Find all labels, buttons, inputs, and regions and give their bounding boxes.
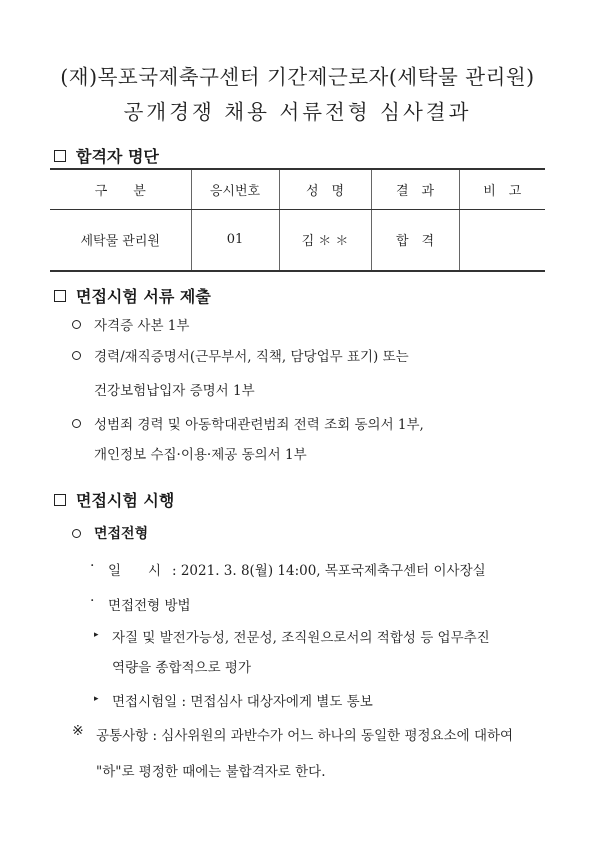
triangle-bullet-icon: ▸ (94, 694, 99, 704)
list-item: 자격증 사본 1부 (94, 318, 190, 334)
cell-category: 세탁물 관리원 (50, 209, 191, 271)
cell-applicant-number: 01 (191, 209, 279, 271)
interview-date-label: 일 시 (108, 563, 162, 579)
checkbox-icon (54, 494, 66, 506)
interview-method-label: 면접전형 방법 (108, 598, 191, 614)
dot-bullet-icon: · (90, 593, 95, 609)
cell-remarks (459, 209, 545, 271)
list-item: 경력/재직증명서(근무부서, 직책, 담당업무 표기) 또는 (94, 349, 409, 365)
circle-bullet-icon (72, 529, 81, 538)
checkbox-icon (54, 150, 66, 162)
header-category: 구 분 (50, 169, 191, 209)
interview-subheading: 면접전형 (94, 526, 149, 542)
reference-mark-icon: ※ (72, 723, 84, 739)
section-interview (54, 488, 174, 511)
pass-list-table (50, 168, 545, 272)
header-result: 결 과 (371, 169, 459, 209)
interview-date-value: : 2021. 3. 8(월) 14:00, 목포국제축구센터 이사장실 (172, 563, 486, 579)
section-pass-list-title: 합격자 명단 (76, 147, 159, 166)
interview-method-line1: 자질 및 발전가능성, 전문성, 조직원으로서의 적합성 등 업무추진 (112, 630, 490, 646)
document-title-line2: 공개경쟁 채용 서류전형 심사결과 (123, 100, 472, 124)
section-pass-list (54, 144, 159, 167)
list-item-continuation: 개인정보 수집·이용·제공 동의서 1부 (94, 447, 307, 463)
checkbox-icon (54, 290, 66, 302)
table-row (50, 209, 545, 271)
section-documents (54, 284, 211, 307)
interview-method-line2: 역량을 종합적으로 평가 (112, 660, 251, 676)
interview-notice: 면접시험일 : 면접심사 대상자에게 별도 통보 (112, 694, 373, 710)
dot-bullet-icon: · (90, 558, 95, 574)
header-remarks: 비 고 (459, 169, 545, 209)
section-interview-title: 면접시험 시행 (76, 491, 175, 510)
document-title-line1: (재)목포국제축구센터 기간제근로자(세탁물 관리원) (60, 65, 535, 89)
section-documents-title: 면접시험 서류 제출 (76, 287, 211, 306)
list-item: 성범죄 경력 및 아동학대관련범죄 전력 조회 동의서 1부, (94, 417, 424, 433)
circle-bullet-icon (72, 419, 81, 428)
header-name: 성 명 (279, 169, 371, 209)
list-item-continuation: 건강보험납입자 증명서 1부 (94, 383, 255, 399)
header-applicant-number: 응시번호 (191, 169, 279, 209)
table-header-row (50, 169, 545, 209)
cell-result: 합 격 (371, 209, 459, 271)
circle-bullet-icon (72, 320, 81, 329)
triangle-bullet-icon: ▸ (94, 630, 99, 640)
circle-bullet-icon (72, 351, 81, 360)
note-line1: 공통사항 : 심사위원의 과반수가 어느 하나의 동일한 평정요소에 대하여 (96, 728, 514, 744)
note-line2: "하"로 평정한 때에는 불합격자로 한다. (96, 764, 326, 780)
cell-name: 김 ＊ ＊ (279, 209, 371, 271)
